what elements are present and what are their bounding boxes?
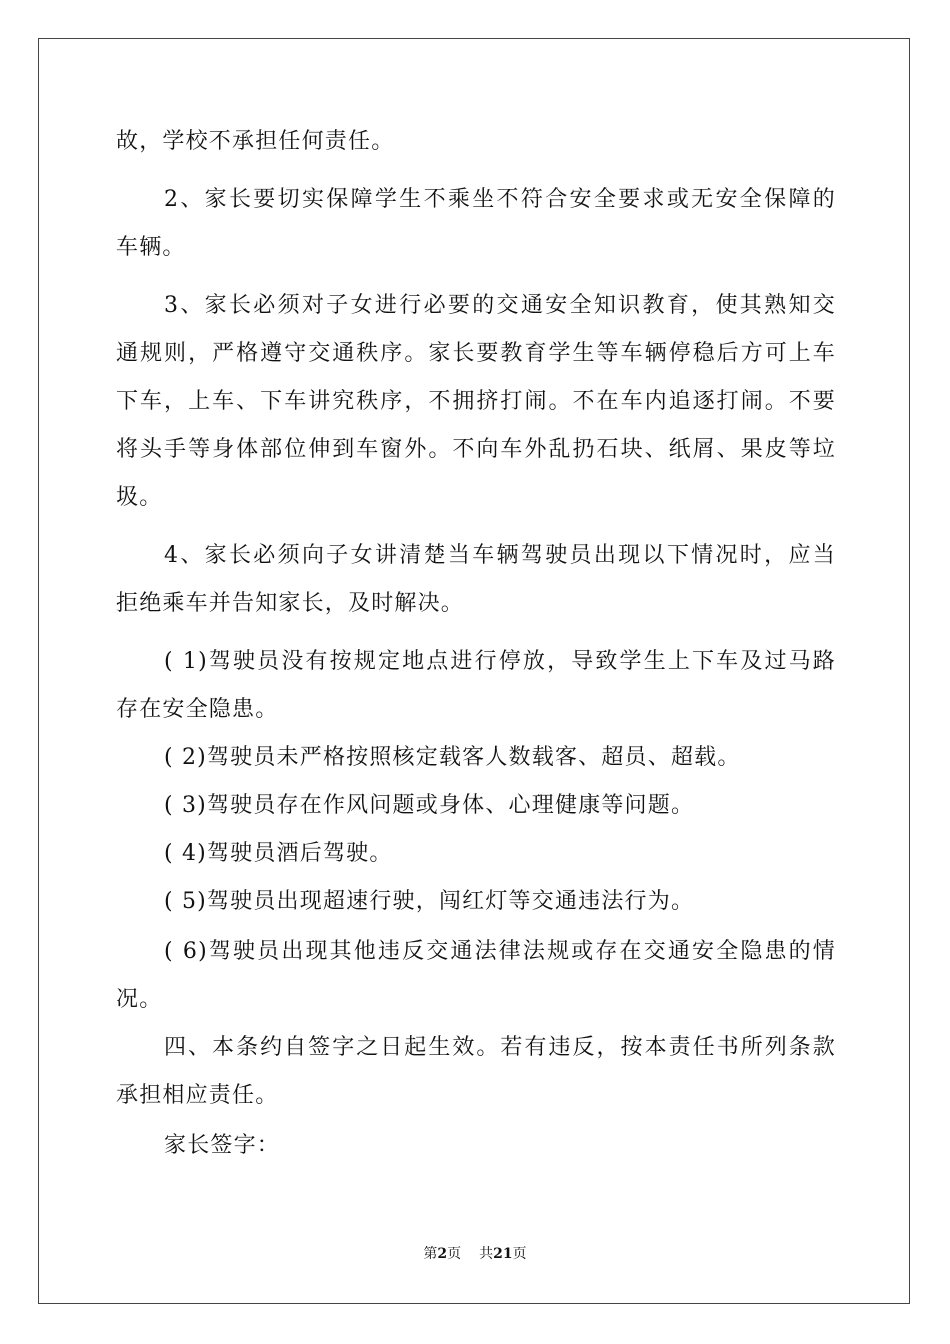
- text-line: 故，学校不承担任何责任。: [116, 129, 395, 154]
- text-line: 4、家长必须向子女讲清楚当车辆驾驶员出现以下情况时，应当: [164, 543, 836, 568]
- text-line: 拒绝乘车并告知家长，及时解决。: [116, 591, 465, 616]
- text-line: 下车，上车、下车讲究秩序，不拥挤打闹。不在车内追逐打闹。不要: [116, 389, 836, 414]
- text-line: 将头手等身体部位伸到车窗外。不向车外乱扔石块、纸屑、果皮等垃: [116, 437, 836, 462]
- text-line: 家长签字：: [164, 1133, 281, 1158]
- text-line: 通规则，严格遵守交通秩序。家长要教育学生等车辆停稳后方可上车: [116, 341, 836, 366]
- text-line: 况。: [116, 987, 163, 1012]
- text-line: 圾。: [116, 485, 163, 510]
- text-line: ( 2)驾驶员未严格按照核定载客人数载客、超员、超载。: [164, 745, 741, 770]
- text-line: ( 5)驾驶员出现超速行驶，闯红灯等交通违法行为。: [164, 889, 695, 914]
- text-line: ( 3)驾驶员存在作风问题或身体、心理健康等问题。: [164, 793, 695, 818]
- text-line: ( 1)驾驶员没有按规定地点进行停放，导致学生上下车及过马路: [164, 649, 836, 674]
- text-line: 承担相应责任。: [116, 1083, 279, 1108]
- text-line: 2、家长要切实保障学生不乘坐不符合安全要求或无安全保障的: [164, 187, 836, 212]
- page-suffix: 页: [447, 1246, 462, 1262]
- total-prefix: 共: [479, 1246, 494, 1262]
- page-footer: [0, 1244, 950, 1264]
- text-line: 3、家长必须对子女进行必要的交通安全知识教育，使其熟知交: [164, 293, 836, 318]
- text-line: 车辆。: [116, 235, 186, 260]
- total-suffix: 页: [512, 1246, 527, 1262]
- text-line: 存在安全隐患。: [116, 697, 279, 722]
- page-number: 2: [437, 1246, 448, 1262]
- text-line: ( 4)驾驶员酒后驾驶。: [164, 841, 393, 866]
- text-line: 四、本条约自签字之日起生效。若有违反，按本责任书所列条款: [164, 1035, 836, 1060]
- text-line: ( 6)驾驶员出现其他违反交通法律法规或存在交通安全隐患的情: [164, 939, 836, 964]
- total-pages: 21: [493, 1246, 513, 1262]
- page-prefix: 第: [423, 1246, 438, 1262]
